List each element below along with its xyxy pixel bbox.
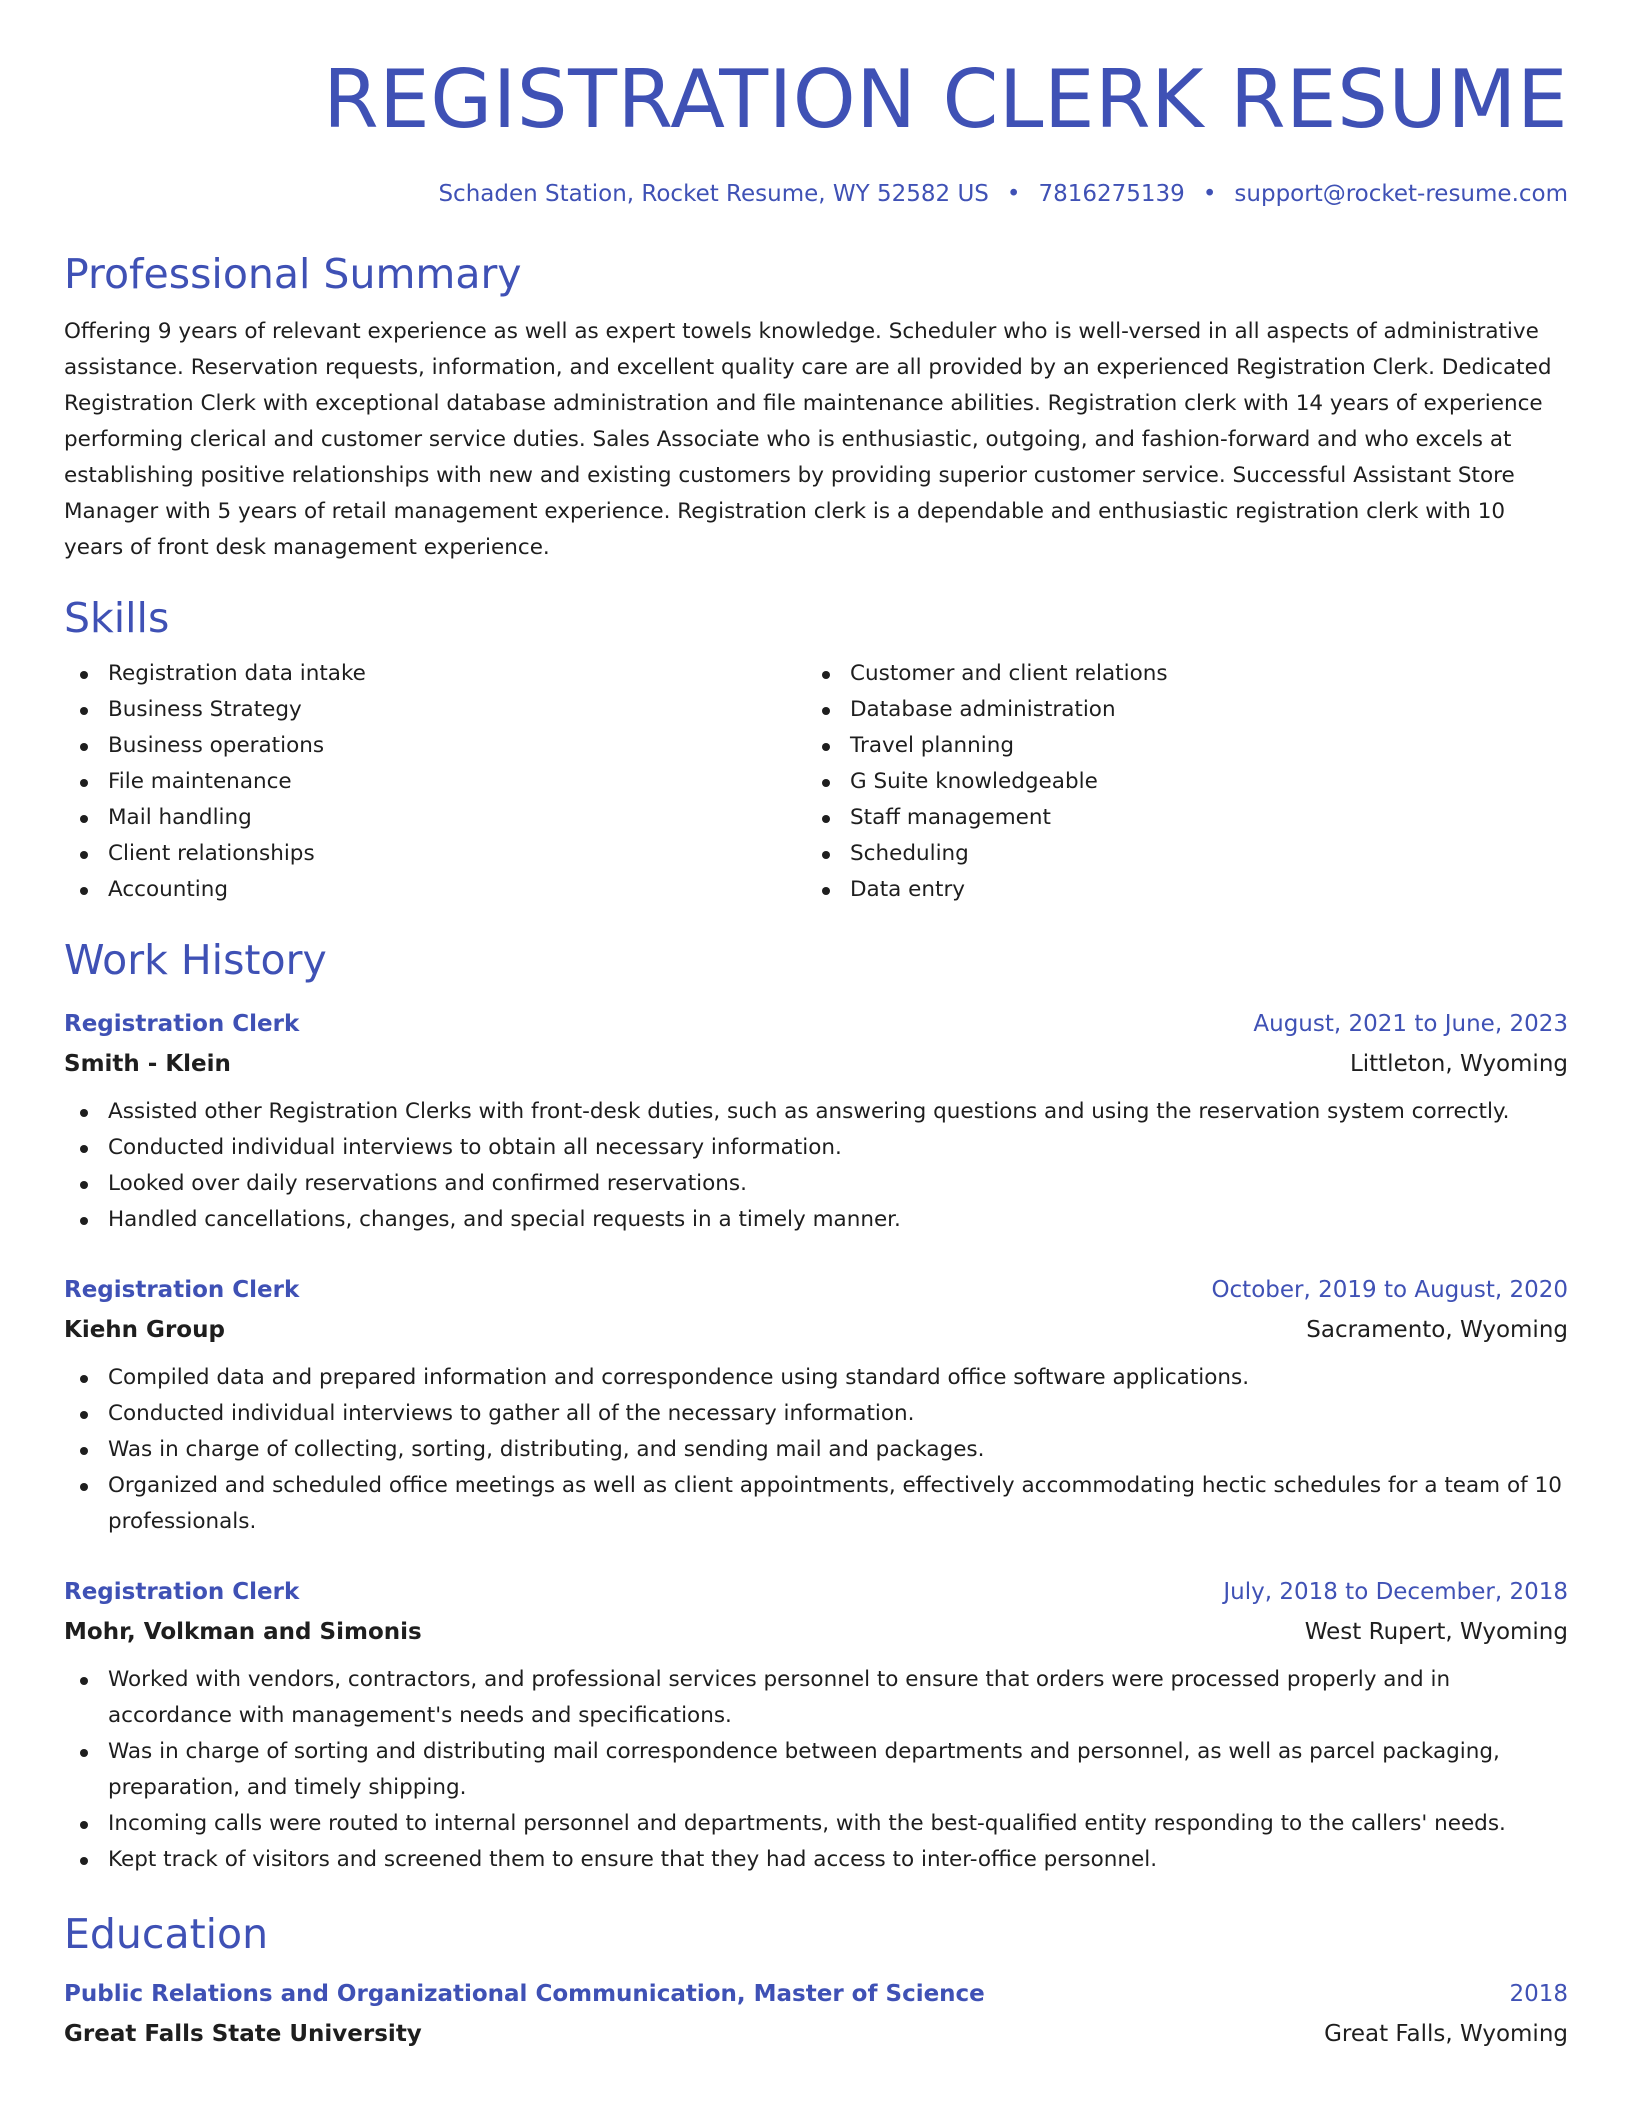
job-duty: Conducted individual interviews to gather all of the necessary information. xyxy=(64,1396,1568,1432)
job-title-row xyxy=(64,1572,1568,1612)
job-duty: Worked with vendors, contractors, and professional services personnel to ensure that orders were processed properly and in accordance with management's needs and specifications. xyxy=(64,1662,1568,1734)
job-title: Registration Clerk xyxy=(64,1011,300,1037)
skill-item: Database administration xyxy=(806,692,1548,728)
job-title-row xyxy=(64,1270,1568,1310)
job-duty: Was in charge of collecting, sorting, distributing, and sending mail and packages. xyxy=(64,1432,1568,1468)
job-duty: Looked over daily reservations and confirmed reservations. xyxy=(64,1166,1568,1202)
job-location: Sacramento, Wyoming xyxy=(1306,1317,1568,1343)
skill-item: Business Strategy xyxy=(64,692,806,728)
education-school-row xyxy=(64,2014,1568,2054)
education-year: 2018 xyxy=(1509,1981,1568,2007)
job-duty: Kept track of visitors and screened them to ensure that they had access to inter-office personnel. xyxy=(64,1842,1568,1878)
job-dates: August, 2021 to June, 2023 xyxy=(1253,1011,1568,1037)
education-heading: Education xyxy=(64,1910,269,1958)
job-dates: October, 2019 to August, 2020 xyxy=(1211,1277,1568,1303)
job-employer-row xyxy=(64,1044,1568,1084)
job-employer: Kiehn Group xyxy=(64,1317,225,1343)
contact-phone: 7816275139 xyxy=(1038,181,1185,207)
job-duty: Conducted individual interviews to obtain all necessary information. xyxy=(64,1130,1568,1166)
skill-item: Scheduling xyxy=(806,836,1548,872)
skill-item: Mail handling xyxy=(64,800,806,836)
contact-line xyxy=(64,178,1568,210)
job-employer: Smith - Klein xyxy=(64,1051,231,1077)
skill-item: File maintenance xyxy=(64,764,806,800)
skill-item: G Suite knowledgeable xyxy=(806,764,1548,800)
job-duties xyxy=(64,1360,1568,1540)
job-duty: Incoming calls were routed to internal personnel and departments, with the best-qualified entity responding to the callers' needs. xyxy=(64,1806,1568,1842)
job-entry xyxy=(64,1572,1568,1878)
skills-heading: Skills xyxy=(64,594,170,642)
skills-column-left xyxy=(64,656,806,908)
skill-item: Accounting xyxy=(64,872,806,908)
summary-heading: Professional Summary xyxy=(64,250,522,298)
skill-item: Customer and client relations xyxy=(806,656,1548,692)
contact-separator: • xyxy=(1202,181,1217,207)
contact-address: Schaden Station, Rocket Resume, WY 52582 US xyxy=(438,181,989,207)
education-school: Great Falls State University xyxy=(64,2021,422,2047)
job-title-row xyxy=(64,1004,1568,1044)
work-history-heading: Work History xyxy=(64,936,327,984)
skills-column-right xyxy=(806,656,1548,908)
skill-item: Business operations xyxy=(64,728,806,764)
job-duty: Handled cancellations, changes, and special requests in a timely manner. xyxy=(64,1202,1568,1238)
education-degree-row xyxy=(64,1974,1568,2014)
skills-list xyxy=(64,656,1568,908)
resume-name: REGISTRATION CLERK RESUME xyxy=(323,53,1568,146)
contact-separator: • xyxy=(1006,181,1021,207)
education-entry xyxy=(64,1974,1568,2054)
job-entry xyxy=(64,1270,1568,1540)
contact-email: support@rocket-resume.com xyxy=(1234,181,1568,207)
skill-item: Client relationships xyxy=(64,836,806,872)
job-duty: Organized and scheduled office meetings as well as client appointments, effectively accommodating hectic schedules for a team of 10 professionals. xyxy=(64,1468,1568,1540)
skill-item: Data entry xyxy=(806,872,1548,908)
job-title: Registration Clerk xyxy=(64,1277,300,1303)
job-employer-row xyxy=(64,1310,1568,1350)
summary-text: Offering 9 years of relevant experience as well as expert towels knowledge. Scheduler who is well-versed in all aspects of administrative assistance. Reservation requests, information, and excellent quality care are all provided by an experienced Registration Clerk. Dedicated Registration Clerk with exceptional database administration and file maintenance abilities. Registration clerk with 14 years of experience performing clerical and customer service duties. Sales Associate who is enthusiastic, outgoing, and fashion-forward and who excels at establishing positive relationships with new and existing customers by providing superior customer service. Successful Assistant Store Manager with 5 years of retail management experience. Registration clerk is a dependable and enthusiastic registration clerk with 10 years of front desk management experience. xyxy=(64,319,1552,560)
job-duty: Compiled data and prepared information and correspondence using standard office software applications. xyxy=(64,1360,1568,1396)
job-employer-row xyxy=(64,1612,1568,1652)
job-title: Registration Clerk xyxy=(64,1579,300,1605)
job-location: West Rupert, Wyoming xyxy=(1304,1619,1568,1645)
job-duties xyxy=(64,1094,1568,1238)
skill-item: Registration data intake xyxy=(64,656,806,692)
job-employer: Mohr, Volkman and Simonis xyxy=(64,1619,422,1645)
job-entry xyxy=(64,1004,1568,1238)
education-degree: Public Relations and Organizational Communication, Master of Science xyxy=(64,1981,985,2007)
skill-item: Travel planning xyxy=(806,728,1548,764)
skill-item: Staff management xyxy=(806,800,1548,836)
job-duties xyxy=(64,1662,1568,1878)
education-location: Great Falls, Wyoming xyxy=(1324,2021,1568,2047)
resume-header xyxy=(64,0,1568,210)
job-duty: Assisted other Registration Clerks with front-desk duties, such as answering questions and using the reservation system correctly. xyxy=(64,1094,1568,1130)
job-duty: Was in charge of sorting and distributing mail correspondence between departments and personnel, as well as parcel packaging, preparation, and timely shipping. xyxy=(64,1734,1568,1806)
job-dates: July, 2018 to December, 2018 xyxy=(1223,1579,1568,1605)
job-location: Littleton, Wyoming xyxy=(1349,1051,1568,1077)
